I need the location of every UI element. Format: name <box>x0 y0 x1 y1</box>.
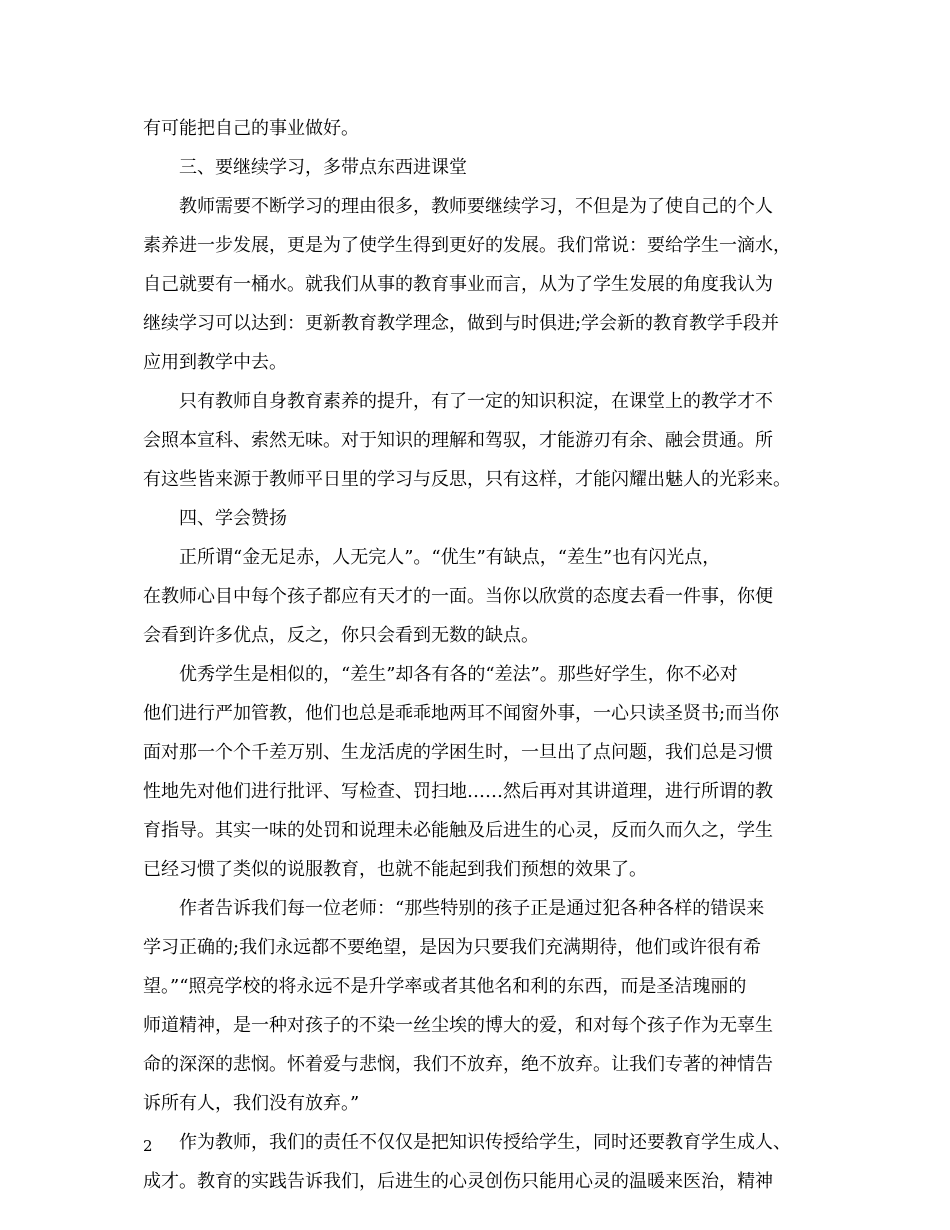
text-line: 教师需要不断学习的理由很多，教师要继续学习，不但是为了使自己的个人 <box>179 196 773 217</box>
text-line: 应用到教学中去。 <box>143 352 287 373</box>
text-line: 有可能把自己的事业做好。 <box>143 118 359 139</box>
text-line: 他们进行严加管教，他们也总是乖乖地两耳不闻窗外事，一心只读圣贤书;而当你 <box>143 703 780 724</box>
text-line: 已经习惯了类似的说服教育，也就不能起到我们预想的效果了。 <box>143 859 647 880</box>
text-line: 素养进一步发展，更是为了使学生得到更好的发展。我们常说：要给学生一滴水， <box>143 235 791 256</box>
section-heading-continue-learning: 三、要继续学习，多带点东西进课堂 <box>179 157 467 178</box>
text-line: 成才。教育的实践告诉我们，后进生的心灵创伤只能用心灵的温暖来医治，精神 <box>143 1171 773 1192</box>
text-line: 会照本宣科、索然无味。对于知识的理解和驾驭，才能游刃有余、融会贯通。所 <box>143 430 773 451</box>
text-line: 望。”“照亮学校的将永远不是升学率或者其他名和利的东西，而是圣洁瑰丽的 <box>143 976 747 997</box>
text-line: 自己就要有一桶水。就我们从事的教育事业而言，从为了学生发展的角度我认为 <box>143 274 773 295</box>
text-line: 命的深深的悲悯。怀着爱与悲悯，我们不放弃，绝不放弃。让我们专著的神情告 <box>143 1054 773 1075</box>
text-line: 作者告诉我们每一位老师：“那些特别的孩子正是通过犯各种各样的错误来 <box>179 898 765 919</box>
text-line: 在教师心目中每个孩子都应有天才的一面。当你以欣赏的态度去看一件事，你便 <box>143 586 773 607</box>
text-line: 诉所有人，我们没有放弃。” <box>143 1093 360 1114</box>
text-line: 师道精神，是一种对孩子的不染一丝尘埃的博大的爱，和对每个孩子作为无辜生 <box>143 1015 773 1036</box>
text-line: 优秀学生是相似的，“差生”却各有各的“差法”。那些好学生，你不必对 <box>179 664 738 685</box>
text-line: 只有教师自身教育素养的提升，有了一定的知识积淀，在课堂上的教学才不 <box>179 391 773 412</box>
text-line: 性地先对他们进行批评、写检查、罚扫地……然后再对其讲道理，进行所谓的教 <box>143 781 773 802</box>
text-line: 继续学习可以达到：更新教育教学理念，做到与时俱进;学会新的教育教学手段并 <box>143 313 780 334</box>
text-line: 有这些皆来源于教师平日里的学习与反思，只有这样，才能闪耀出魅人的光彩来。 <box>143 469 791 490</box>
page-number: 2 <box>143 1137 153 1155</box>
text-line: 学习正确的;我们永远都不要绝望，是因为只要我们充满期待，他们或许很有希 <box>143 937 762 958</box>
text-line: 作为教师，我们的责任不仅仅是把知识传授给学生，同时还要教育学生成人、 <box>179 1132 791 1153</box>
text-line: 育指导。其实一味的处罚和说理未必能触及后进生的心灵，反而久而久之，学生 <box>143 820 773 841</box>
text-line: 面对那一个个千差万别、生龙活虎的学困生时，一旦出了点问题，我们总是习惯 <box>143 742 773 763</box>
section-heading-learn-to-praise: 四、学会赞扬 <box>179 508 287 529</box>
text-line: 正所谓“金无足赤，人无完人”。“优生”有缺点，“差生”也有闪光点， <box>179 547 721 568</box>
text-line: 会看到许多优点，反之，你只会看到无数的缺点。 <box>143 625 539 646</box>
